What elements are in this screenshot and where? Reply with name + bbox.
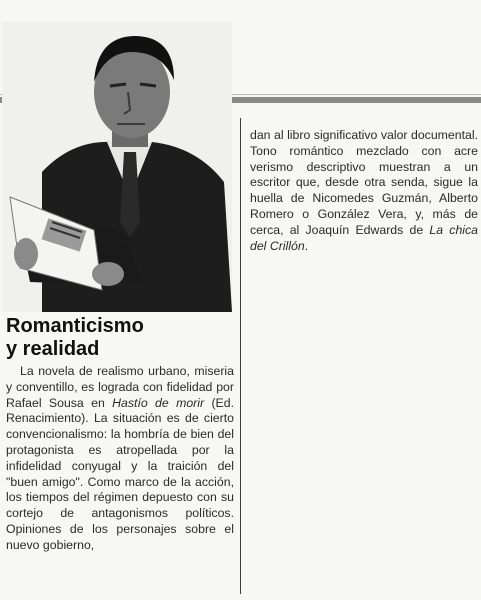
left-paragraph: La novela de realismo urbano, miseria y conventillo, es lograda con fidelidad por Rafael Sousa en Hastío de morir (Ed. Renacimiento). La situación es de cierto convencionalismo: la hombría de bien del protagonista es atropellada por la infidelidad conyugal y la traición del "buen amigo". Como marco de la acción, los tiempos del régimen depuesto con su cortejo de antagonismos políticos. Opiniones de los personajes sobre el nuevo gobierno, bbox=[6, 364, 234, 552]
right-paragraph: dan al libro significativo valor documental. Tono romántico mezclado con acre verismo descriptivo muestran a un escritor que, desde otra senda, sigue la huella de Nicomedes Guzmán, Alberto Romero o González Vera, y, más de cerca, al Joaquín Edwards de La chica del Crillón. bbox=[250, 128, 479, 253]
left-column-text bbox=[6, 364, 234, 554]
author-photo bbox=[2, 22, 232, 312]
headline-line-2: y realidad bbox=[6, 338, 100, 360]
column-divider bbox=[240, 118, 241, 594]
headline-line-1: Romanticismo bbox=[6, 315, 144, 337]
book-title: La chica del Crillón bbox=[250, 222, 479, 253]
book-title: Hastío de morir bbox=[112, 395, 205, 410]
article-headline bbox=[6, 315, 236, 361]
right-column-text bbox=[250, 128, 478, 254]
